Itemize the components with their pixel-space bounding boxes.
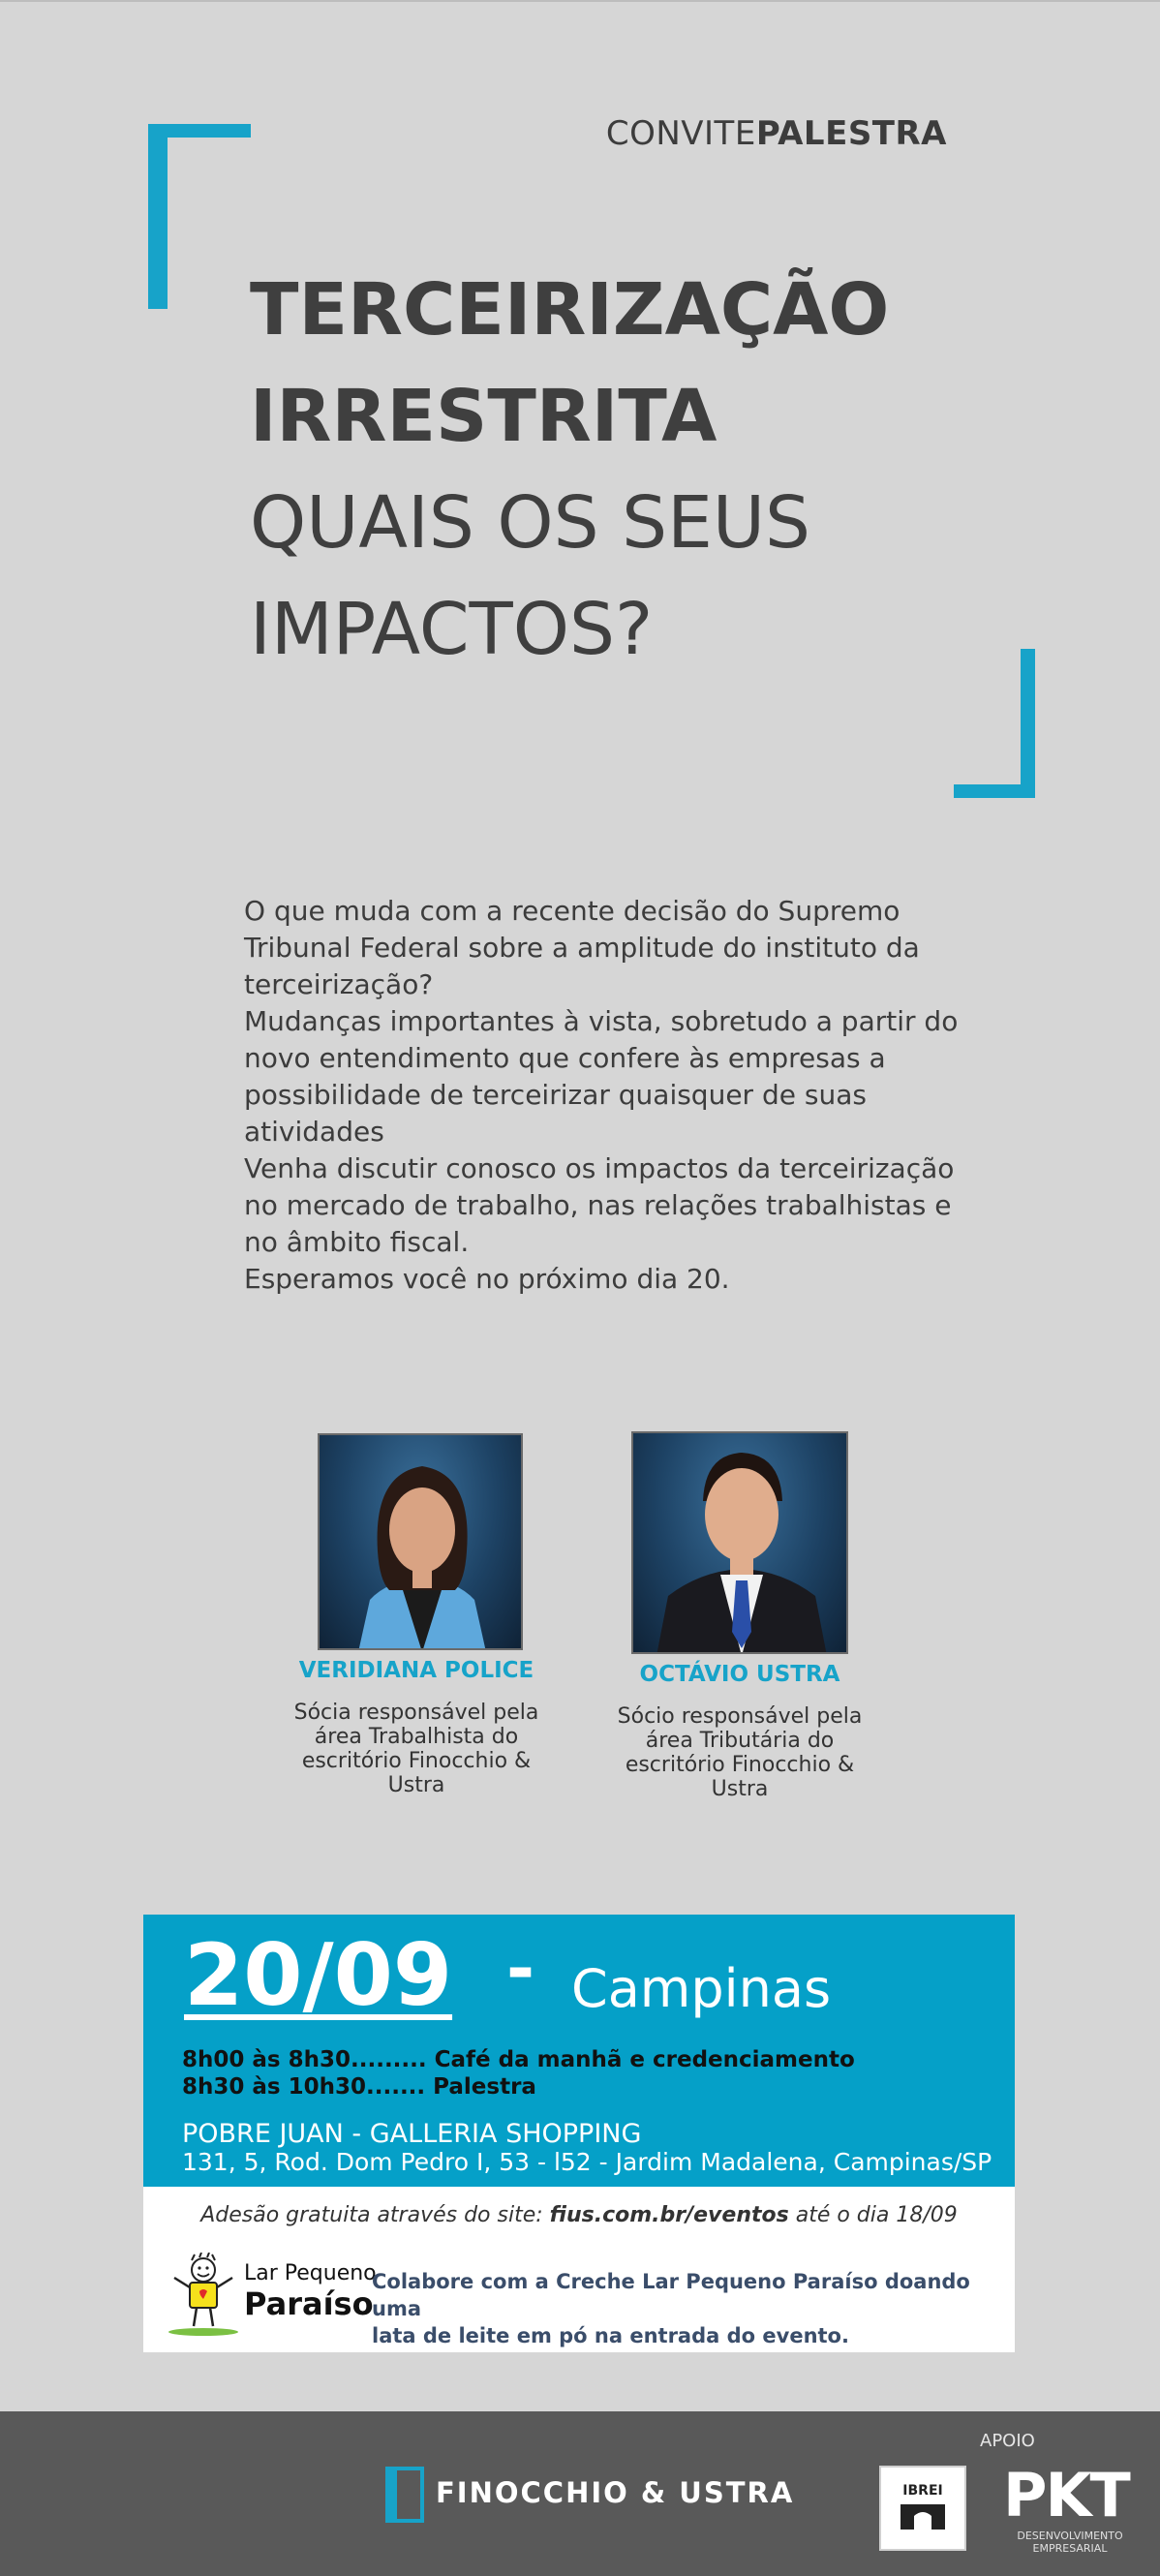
description-line: O que muda com a recente decisão do Supremo [244,895,901,927]
title-line-1: TERCEIRIZAÇÃO [250,268,890,352]
speaker-photo-octavio [631,1431,848,1654]
registration-text [143,2203,1015,2227]
speaker-role-line: área Tributária do [645,1729,835,1753]
footer-brand: FINOCCHIO & USTRA [436,2476,795,2509]
registration-suffix: até o dia 18/09 [788,2203,958,2227]
description-line: no âmbito fiscal. [244,1226,470,1258]
registration-site-link[interactable]: fius.com.br/eventos [549,2203,789,2227]
speaker-role-line: escritório Finocchio & [301,1749,532,1773]
speaker-role-line: Ustra [387,1773,445,1797]
speaker-role-line: Sócio responsável pela [617,1704,863,1729]
speaker-name-octavio: OCTÁVIO USTRA [639,1662,840,1687]
ibrei-logo-text: IBREI [902,2483,943,2499]
speaker-role-octavio [595,1704,885,1801]
speaker-role-veridiana [271,1701,562,1797]
event-city: Campinas [571,1958,832,2019]
top-border [0,0,1160,2]
pkt-subtitle-line: DESENVOLVIMENTO [1017,2530,1123,2542]
speaker-role-line: Sócia responsável pela [293,1701,539,1725]
description-line: Esperamos você no próximo dia 20. [244,1263,730,1295]
registration-prefix: Adesão gratuita através do site: [200,2203,550,2227]
title-line-2: IRRESTRITA [250,375,717,458]
pkt-subtitle-line: EMPRESARIAL [1032,2542,1108,2555]
charity-appeal [372,2268,1001,2349]
speaker-role-line: área Trabalhista do [314,1725,519,1749]
schedule-item: 8h00 às 8h30......... Café da manhã e credenciamento [182,2047,855,2072]
bracket-top-left-vertical [148,124,168,309]
charity-appeal-line: lata de leite em pó na entrada do evento. [372,2324,849,2347]
speaker-name-veridiana: VERIDIANA POLICE [298,1658,534,1683]
event-venue: POBRE JUAN - GALLERIA SHOPPING [182,2119,642,2149]
description-line: possibilidade de terceirizar quaisquer de suas [244,1079,867,1111]
event-date-separator: - [506,1929,535,2009]
charity-logo-line-1: Lar Pequeno [244,2261,377,2285]
footer-apoio-label: APOIO [980,2431,1035,2451]
event-address: 131, 5, Rod. Dom Pedro I, 53 - l52 - Jardim Madalena, Campinas/SP [182,2148,992,2176]
event-date: 20/09 [184,1925,453,2025]
description-line: no mercado de trabalho, nas relações trabalhistas e [244,1189,952,1221]
title-line-3: QUAIS OS SEUS [250,481,810,565]
charity-appeal-line: Colabore com a Creche Lar Pequeno Paraíso doando uma [372,2270,970,2320]
schedule-item: 8h30 às 10h30....... Palestra [182,2074,536,2100]
invite-header-prefix: CONVITE [605,114,756,153]
finocchio-ustra-logo-icon [385,2467,424,2523]
description-line: Mudanças importantes à vista, sobretudo a partir do [244,1005,959,1037]
pkt-logo-text: PKT [1003,2460,1129,2530]
speaker-role-line: escritório Finocchio & [625,1753,855,1777]
lar-pequeno-paraiso-mascot-icon [165,2253,242,2336]
pkt-logo-subtitle [997,2530,1143,2555]
description-line: novo entendimento que confere às empresas a [244,1042,886,1074]
speaker-photo-veridiana [318,1433,523,1650]
description [244,893,980,1298]
speaker-role-line: Ustra [711,1777,769,1801]
description-line: atividades [244,1116,384,1148]
description-line: Tribunal Federal sobre a amplitude do instituto da [244,932,920,964]
invite-header-strong: PALESTRA [755,114,947,153]
description-line: Venha discutir conosco os impactos da terceirização [244,1152,955,1184]
invite-header [581,114,947,153]
charity-logo-line-2: Paraíso [244,2285,374,2322]
title-line-4: IMPACTOS? [250,588,654,671]
description-line: terceirização? [244,968,434,1000]
ibrei-logo [879,2466,966,2551]
ibrei-building-icon [881,2468,964,2551]
